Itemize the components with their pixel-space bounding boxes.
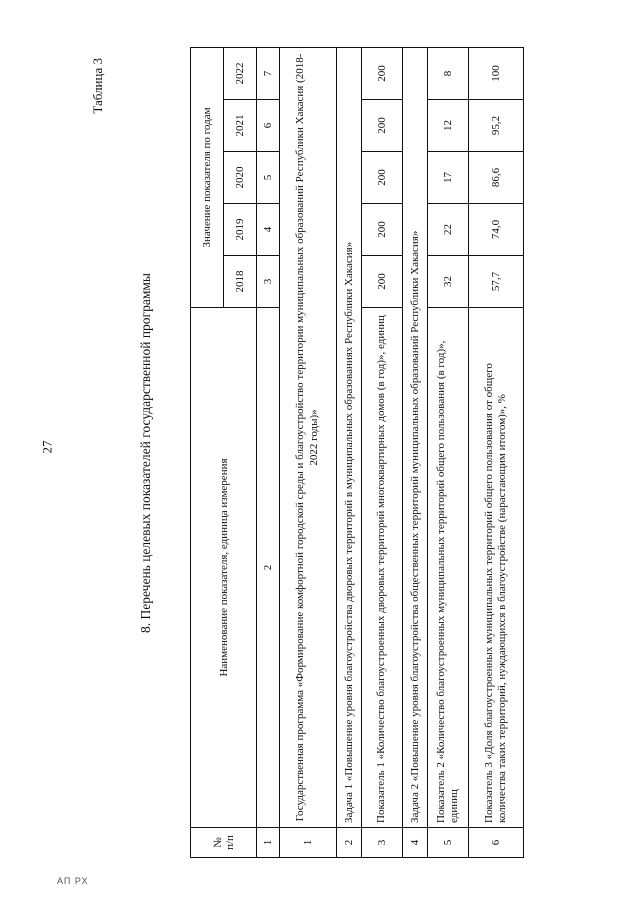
- program-title: Государственная программа «Формирование комфортной городской среды и благоустройство территории муниципальных образований Республики Хакасия (2018-2022 годы)»: [280, 47, 337, 827]
- column-number: 1: [257, 828, 280, 858]
- column-number: 3: [257, 256, 280, 308]
- indicator-value: 74,0: [469, 204, 524, 256]
- header-year: 2022: [224, 47, 257, 99]
- column-numbers-row: [257, 47, 280, 857]
- indicator-value: 200: [362, 47, 403, 99]
- header-year: 2021: [224, 100, 257, 152]
- row-number: 4: [403, 828, 428, 858]
- row-number: 1: [280, 828, 337, 858]
- column-number: 5: [257, 152, 280, 204]
- column-number: 4: [257, 204, 280, 256]
- header-name: Наименование показателя, единица измерения: [191, 308, 257, 828]
- indicator-value: 200: [362, 204, 403, 256]
- indicator-value: 86,6: [469, 152, 524, 204]
- document-heading: 8. Перечень целевых показателей государственной программы: [138, 273, 153, 633]
- indicator-value: 200: [362, 152, 403, 204]
- indicator-name: Показатель 2 «Количество благоустроенных муниципальных территорий общего пользования (в год)», единиц: [428, 308, 469, 828]
- table-row-task: [403, 47, 428, 857]
- table-caption: Таблица 3: [90, 58, 105, 114]
- header-year: 2019: [224, 204, 257, 256]
- indicators-table: [190, 47, 524, 858]
- row-number: 5: [428, 828, 469, 858]
- indicator-name: Показатель 3 «Доля благоустроенных муниципальных территорий общего пользования от общего количества таких территорий, нуждающихся в благоустройстве (нарастающим итогом)», %: [469, 308, 524, 828]
- scan-stamp: АП РХ: [57, 876, 89, 886]
- indicator-value: 8: [428, 47, 469, 99]
- row-number: 3: [362, 828, 403, 858]
- indicator-value: 57,7: [469, 256, 524, 308]
- rotated-page-content: [90, 48, 610, 858]
- indicator-value: 22: [428, 204, 469, 256]
- table-row: [362, 47, 403, 857]
- indicator-value: 12: [428, 100, 469, 152]
- indicator-value: 95,2: [469, 100, 524, 152]
- indicator-value: 200: [362, 256, 403, 308]
- task-text: Задача 2 «Повышение уровня благоустройства общественных территорий муниципальных образований Республики Хакасия»: [403, 47, 428, 827]
- table-row: [469, 47, 524, 857]
- indicator-value: 17: [428, 152, 469, 204]
- table-row-section: [280, 47, 337, 857]
- task-text: Задача 1 «Повышение уровня благоустройства дворовых территорий в муниципальных образованиях Республики Хакасия»: [337, 47, 362, 827]
- row-number: 6: [469, 828, 524, 858]
- page-number: 27: [39, 440, 55, 454]
- header-num: № п/п: [191, 828, 257, 858]
- header-row: [191, 47, 224, 857]
- indicator-value: 200: [362, 100, 403, 152]
- indicator-value: 32: [428, 256, 469, 308]
- header-year: 2020: [224, 152, 257, 204]
- indicator-name: Показатель 1 «Количество благоустроенных дворовых территорий многоквартирных домов (в год)», единиц: [362, 308, 403, 828]
- indicator-value: 100: [469, 47, 524, 99]
- row-number: 2: [337, 828, 362, 858]
- table-row-task: [337, 47, 362, 857]
- column-number: 6: [257, 100, 280, 152]
- header-year: 2018: [224, 256, 257, 308]
- column-number: 2: [257, 308, 280, 828]
- table-row: [428, 47, 469, 857]
- header-values-group: Значение показателя по годам: [191, 47, 224, 307]
- column-number: 7: [257, 47, 280, 99]
